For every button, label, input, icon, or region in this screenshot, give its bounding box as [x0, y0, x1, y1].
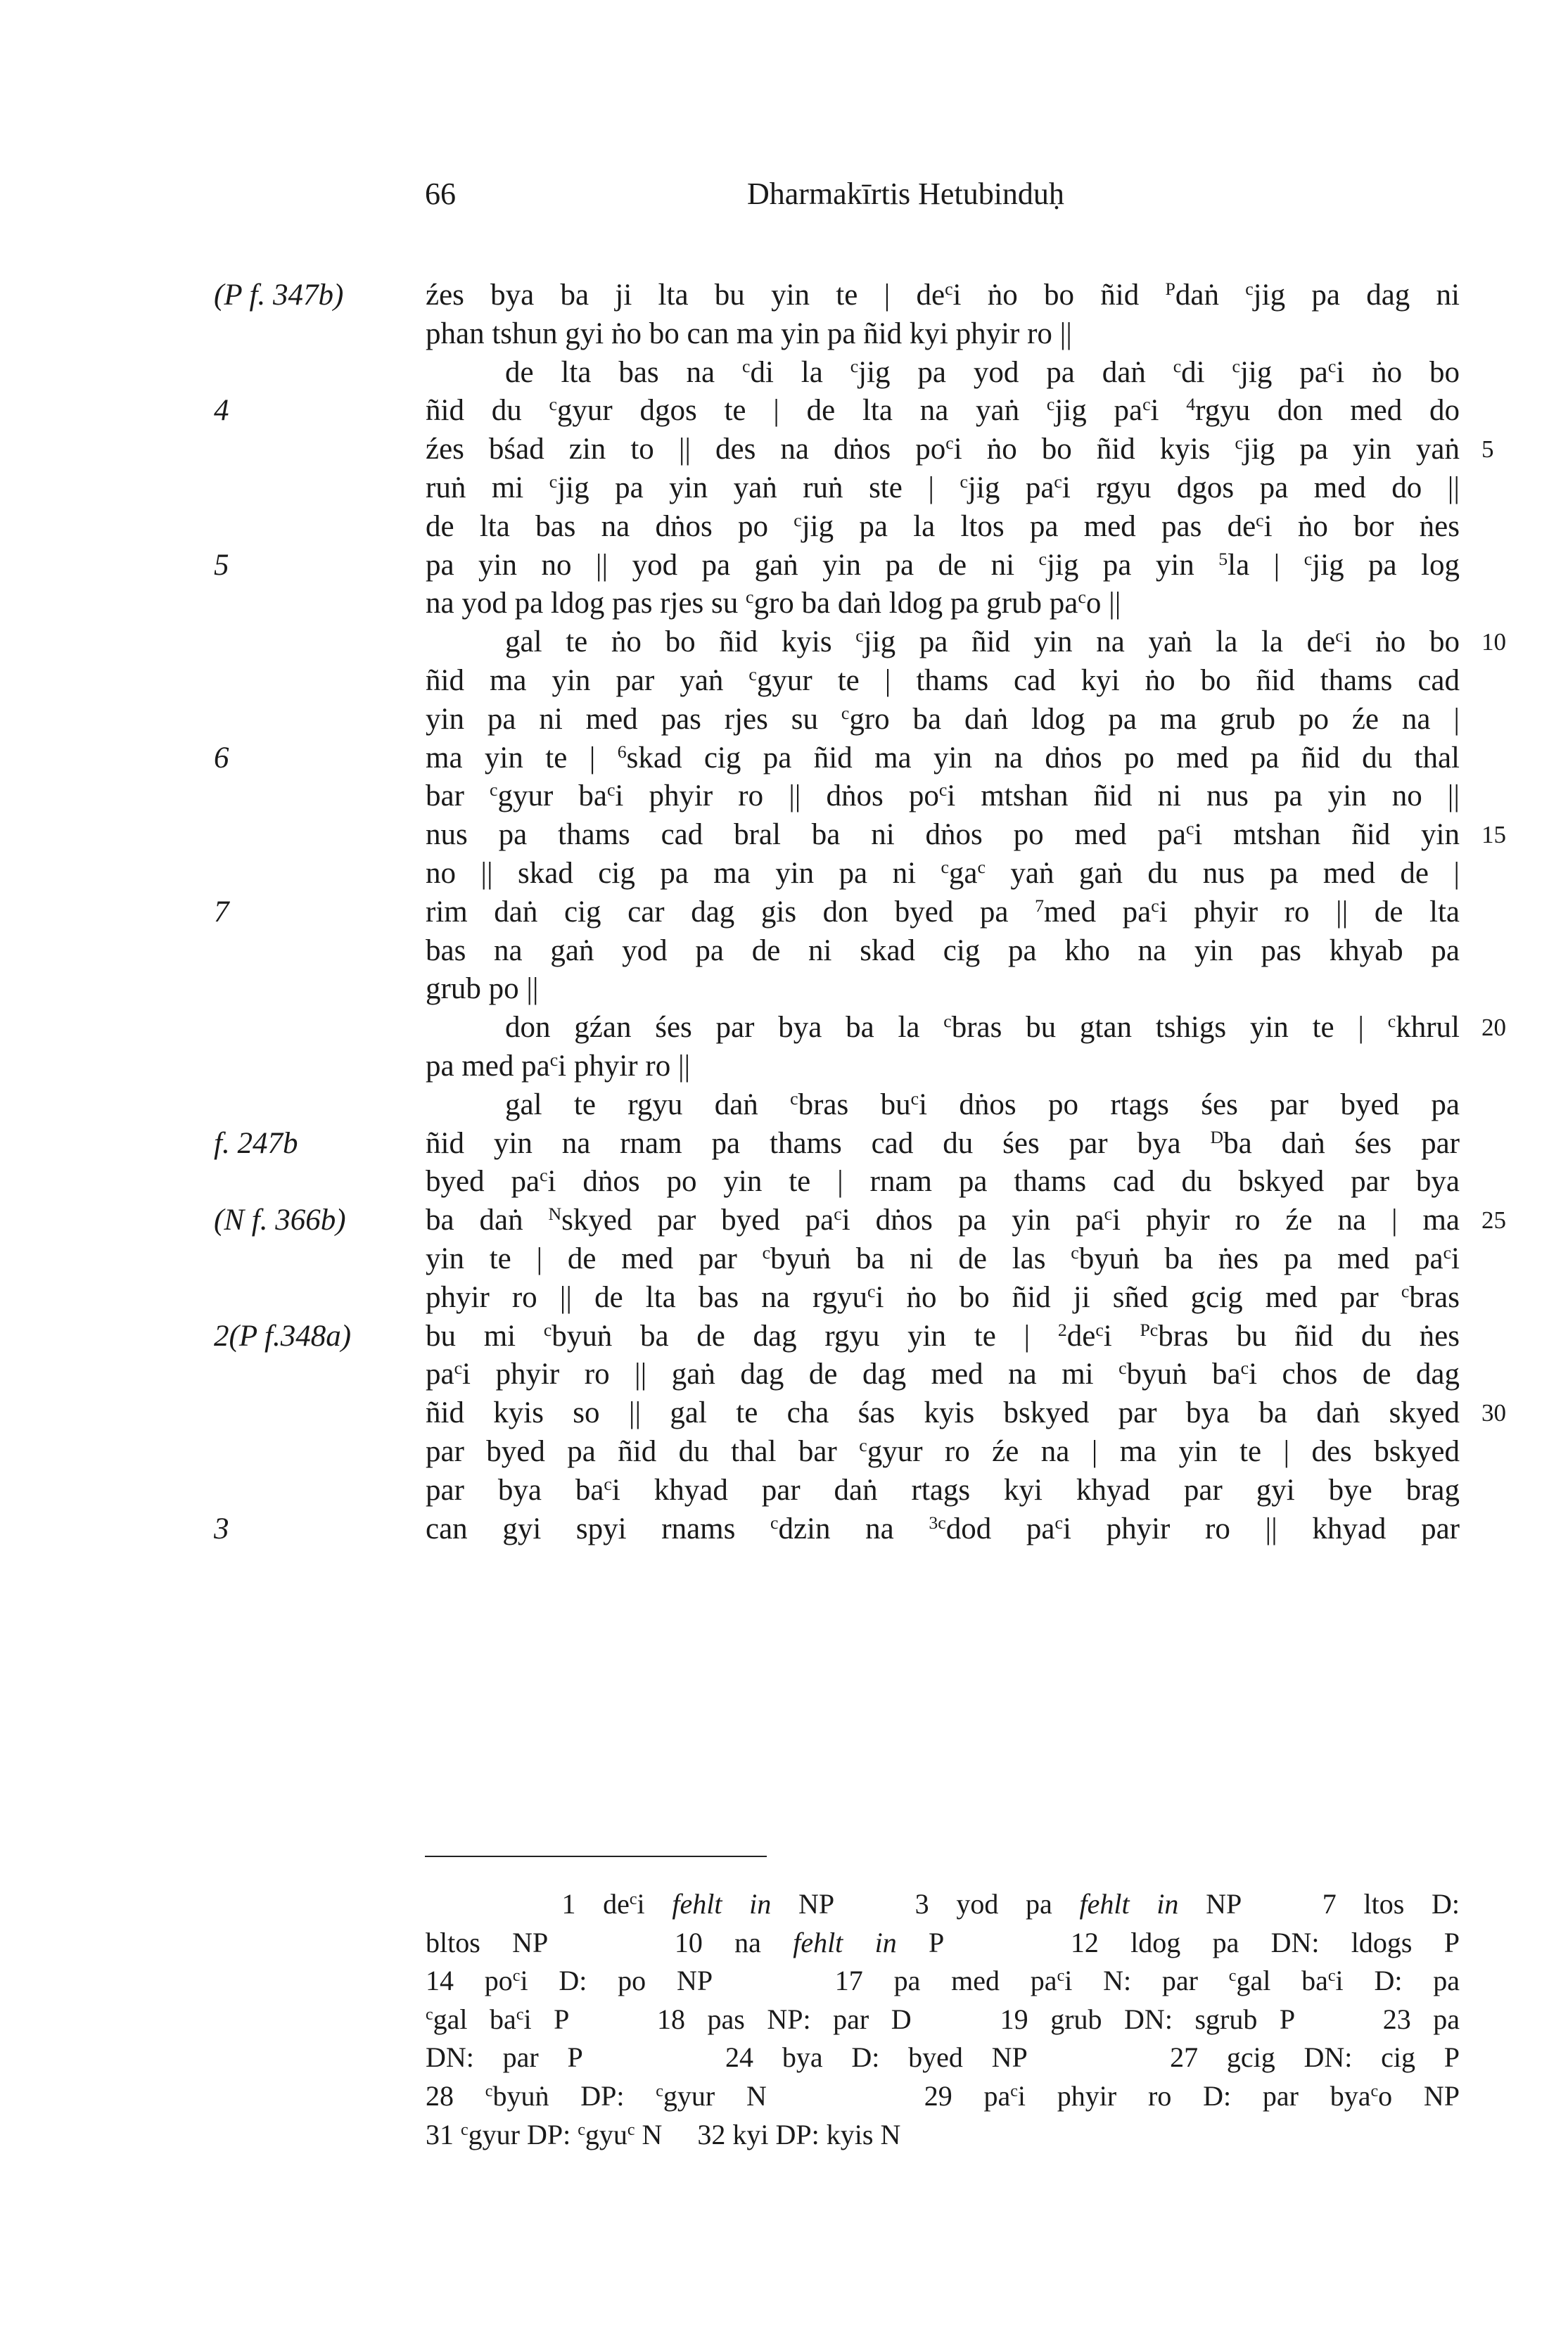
folio-reference: 7 [214, 895, 229, 929]
text-line: ba daṅ $^N$skyed par byed $pa^ci$ dṅos pa yin $pa^ci$ phyir ro źe na | ma [426, 1204, 1460, 1237]
text-line: gal te ṅo bo ñid kyis $^c$jig pa ñid yin na yaṅ la la $de^ci$ ṅo bo [505, 625, 1460, 659]
text-line: ma yin te | $^6$skad cig pa ñid ma yin na dṅos po med pa ñid du thal [426, 741, 1460, 774]
text-line: ruṅ mi $^c$jig pa yin yaṅ ruṅ ste | $^c$jig $pa^ci$ rgyu dgos pa med do || [426, 471, 1460, 504]
text-line: no || skad cig pa ma yin pa ni $^cga^c$ yaṅ gaṅ du nus pa med de | [426, 856, 1460, 890]
folio-reference: (N f. 366b) [214, 1204, 346, 1237]
text-line: ñid ma yin par yaṅ $^c$gyur te | thams cad kyi ṅo bo ñid thams cad [426, 663, 1460, 697]
footnote-line: 1 $de^ci$ fehlt in NP 3 yod pa fehlt in NP 7 ltos D: [426, 1888, 1460, 1920]
running-title: Dharmakīrtis Hetubinduḥ [747, 177, 1064, 211]
folio-reference: 2(P f.348a) [214, 1319, 352, 1353]
line-number: 10 [1481, 628, 1506, 656]
text-line: źes bya ba ji lta bu yin te | $de^ci$ ṅo bo ñid $^P$daṅ $^c$jig pa dag ni [426, 278, 1460, 312]
folio-reference: 5 [214, 548, 229, 582]
text-line: pa med $pa^ci$ phyir ro || [426, 1049, 691, 1083]
line-number: 15 [1481, 821, 1506, 849]
page-number: 66 [425, 177, 456, 211]
text-line: phan tshun gyi ṅo bo can ma yin pa ñid kyi phyir ro || [426, 317, 1072, 350]
folio-reference: f. 247b [214, 1126, 298, 1160]
text-line: de lta bas na $^c$di la $^c$jig pa yod pa daṅ $^c$di $^c$jig $pa^ci$ ṅo bo [505, 355, 1460, 389]
text-line: byed $pa^ci$ dṅos po yin te | rnam pa thams cad du bskyed par bya [426, 1165, 1460, 1199]
folio-reference: 3 [214, 1512, 229, 1545]
footnote-line: 28 $^c$byuṅ DP: $^c$gyur N 29 $pa^ci$ phyir ro D: par bya$^c$o NP [426, 2080, 1460, 2112]
footnote-line: $^c$gal $ba^ci$ P 18 pas NP: par D 19 grub DN: sgrub P 23 pa [426, 2003, 1460, 2035]
folio-reference: 4 [214, 394, 229, 428]
folio-reference: (P f. 347b) [214, 279, 344, 312]
text-line: bar $^c$gyur $ba^ci$ phyir ro || dṅos $po^ci$ mtshan ñid ni nus pa yin no || [426, 779, 1460, 813]
text-line: źes bśad zin to || des na dṅos $po^ci$ ṅo bo ñid kyis $^c$jig pa yin yaṅ [426, 433, 1460, 466]
line-number: 5 [1481, 435, 1494, 464]
footnote-line: DN: par P 24 bya D: byed NP 27 gcig DN: cig P [426, 2041, 1460, 2074]
footnote-line: 14 $po^ci$ D: po NP 17 pa med $pa^ci$ N: par $^c$gal $ba^ci$ D: pa [426, 1965, 1460, 1997]
footnote-rule [425, 1856, 767, 1857]
text-line: bu mi $^c$byuṅ ba de dag rgyu yin te | $^2de^ci$ $^{Pc}$bras bu ñid du ṅes [426, 1319, 1460, 1353]
line-number: 20 [1481, 1014, 1506, 1042]
footnote-line: 31 $^c$gyur DP: $^c$gyu$^c$ N 32 kyi DP: kyis N [426, 2118, 901, 2150]
text-line: pa yin no || yod pa gaṅ yin pa de ni $^c$jig pa yin $^5$la | $^c$jig pa log [426, 548, 1460, 582]
text-line: ñid yin na rnam pa thams cad du śes par bya $^D$ba daṅ śes par [426, 1126, 1460, 1160]
text-line: yin pa ni med pas rjes su $^c$gro ba daṅ ldog pa ma grub po źe na | [426, 702, 1460, 736]
text-line: phyir ro || de lta bas na rgyu$^c$i ṅo bo ñid ji sñed gcig med par $^c$bras [426, 1280, 1460, 1314]
text-line: ñid kyis so || gal te cha śas kyis bskyed par bya ba daṅ skyed [426, 1396, 1460, 1430]
text-line: can gyi spyi rnams $^c$dzin na $^{3c}$dod $pa^ci$ phyir ro || khyad par [426, 1512, 1460, 1545]
text-line: bas na gaṅ yod pa de ni skad cig pa kho na yin pas khyab pa [426, 933, 1460, 967]
line-number: 30 [1481, 1399, 1506, 1427]
text-line: nus pa thams cad bral ba ni dṅos po med $pa^ci$ mtshan ñid yin [426, 818, 1460, 852]
text-line: don gźan śes par bya ba la $^c$bras bu gtan tshigs yin te | $^c$khrul [505, 1011, 1460, 1045]
line-number: 25 [1481, 1206, 1506, 1235]
folio-reference: 6 [214, 741, 229, 774]
text-line: par byed pa ñid du thal bar $^c$gyur ro źe na | ma yin te | des bskyed [426, 1434, 1460, 1468]
text-line: grub po || [426, 972, 539, 1006]
text-line: ñid du $^c$gyur dgos te | de lta na yaṅ $^c$jig $pa^ci$ $^4$rgyu don med do [426, 394, 1460, 428]
text-line: de lta bas na dṅos po $^c$jig pa la ltos pa med pas $de^ci$ ṅo bor ṅes [426, 509, 1460, 543]
text-line: gal te rgyu daṅ $^c$bras $bu^ci$ dṅos po rtags śes par byed pa [505, 1088, 1460, 1121]
text-line: na yod pa ldog pas rjes su $^c$gro ba daṅ ldog pa grub $pa^co$ || [426, 587, 1121, 620]
text-line: par bya $ba^ci$ khyad par daṅ rtags kyi khyad par gyi bye brag [426, 1473, 1460, 1507]
footnote-line: bltos NP 10 na fehlt in P 12 ldog pa DN: ldogs P [426, 1926, 1460, 1958]
text-line: yin te | de med par $^c$byuṅ ba ni de las $^c$byuṅ ba ṅes pa med $pa^ci$ [426, 1242, 1460, 1275]
text-line: rim daṅ cig car dag gis don byed pa $^7$med $pa^ci$ phyir ro || de lta [426, 895, 1460, 929]
text-line: $pa^ci$ phyir ro || gaṅ dag de dag med na mi $^c$byuṅ $ba^ci$ chos de dag [426, 1358, 1460, 1391]
